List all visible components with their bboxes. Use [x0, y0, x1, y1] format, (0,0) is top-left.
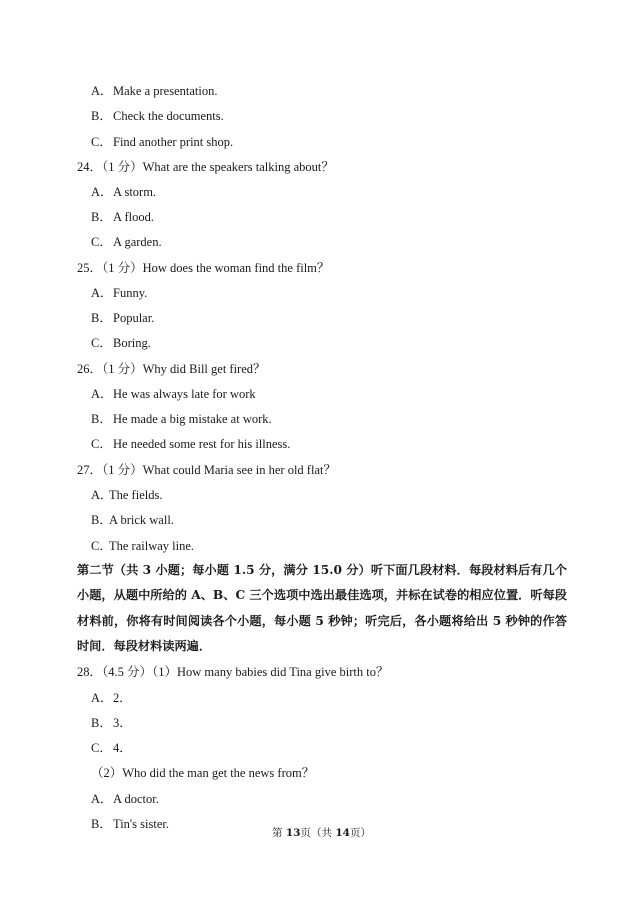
option-a: A．Make a presentation. [91, 84, 218, 98]
option-a: A．A storm. [91, 185, 157, 199]
current-page-number: 13 [285, 827, 301, 839]
option-a: A．The fields. [91, 488, 163, 502]
option-c: C．Boring. [91, 336, 151, 350]
option-b: B．He made a big mistake at work. [91, 412, 272, 426]
option-c: C．A garden. [91, 235, 162, 249]
option-a: A．Funny. [91, 286, 148, 300]
option-c: C．4． [91, 741, 132, 755]
option-c: C．He needed some rest for his illness. [91, 437, 291, 451]
option-b: B．Tin's sister. [91, 817, 169, 831]
option-b: B．A flood. [91, 210, 154, 224]
question-28-stem: 28．（4.5 分）（1）How many babies did Tina give birth to？ [77, 665, 389, 679]
question-27-stem: 27．（1 分）What could Maria see in her old flat？ [77, 463, 336, 477]
section-instructions: 第二节（共 3 小题；每小题 1.5 分，满分 15.0 分）听下面几段材料．每段材料后有几个小题，从题中所给的 A、B、C 三个选项中选出最佳选项，并标在试卷的相应位置．听每段材料前，你将有时间阅读各个小题，每小题 5 秒钟；听完后，各小题将给出 5 秒钟的作答时间．每段材料读两遍． [77, 563, 567, 654]
total-page-count: 14 [335, 827, 350, 839]
option-a: A．A doctor. [91, 792, 159, 806]
option-b: B．3． [91, 716, 132, 730]
option-b: B．A brick wall. [91, 513, 174, 527]
option-c: C．The railway line. [91, 539, 195, 553]
question-25-stem: 25．（1 分）How does the woman find the film？ [77, 261, 330, 275]
question-24-stem: 24．（1 分）What are the speakers talking about？ [77, 160, 334, 174]
option-a: A．2． [91, 691, 132, 705]
option-c: C．Find another print shop. [91, 135, 234, 149]
page-footer: 第 13页（共 14页） [272, 827, 371, 839]
option-b: B．Check the documents. [91, 109, 224, 123]
option-a: A．He was always late for work [91, 387, 256, 401]
option-b: B．Popular. [91, 311, 155, 325]
question-26-stem: 26．（1 分）Why did Bill get fired？ [77, 362, 266, 376]
question-28-sub2-stem: （2）Who did the man get the news from？ [91, 766, 315, 780]
